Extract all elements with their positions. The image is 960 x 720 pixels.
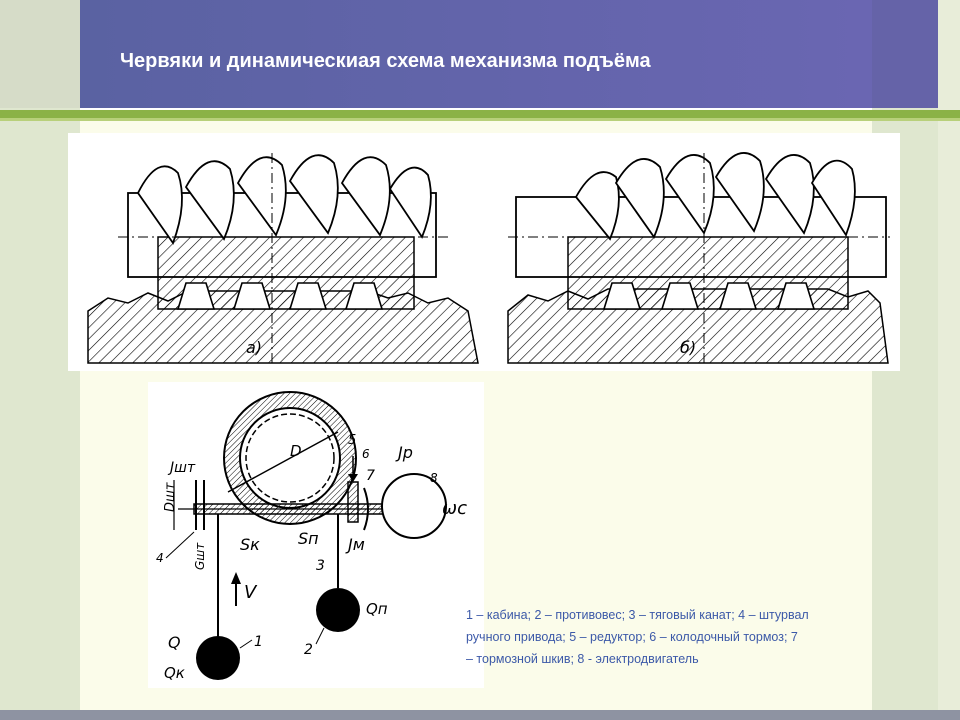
label-3: 3 [316,558,325,574]
label-Sk: Sк [240,535,260,554]
legend-line-1: 1 – кабина; 2 – противовес; 3 – тяговый канат; 4 – штурвал [466,608,809,622]
label-4: 4 [156,551,164,565]
label-V: V [244,582,257,603]
cabin-mass [196,636,240,680]
label-Gsht: Gшт [193,542,207,570]
label-6: 6 [362,447,370,461]
right-edge-stripe [938,0,960,720]
label-8: 8 [430,471,438,485]
label-Qk: Qк [164,664,185,682]
label-5: 5 [348,433,357,448]
label-Sp: Sп [298,529,319,548]
label-omega: ωс [442,498,467,519]
green-divider [0,110,960,118]
label-Dsht: Dшт [163,482,178,512]
footer-bar [0,710,960,720]
label-Q: Q [168,633,181,652]
label-Jm: Jм [348,535,365,554]
label-1: 1 [254,634,263,650]
legend-line-3: – тормозной шкив; 8 - электродвигатель [466,652,699,666]
lift-scheme-drawing [148,382,484,688]
page-title: Червяки и динамическиая схема механизма подъёма [120,50,651,72]
worm-label-a: а) [246,338,263,357]
worm-gears-drawing [68,133,900,371]
label-2: 2 [304,642,313,658]
header-corner-right [872,0,938,108]
label-D: D [290,442,302,460]
legend-line-2: ручного привода; 5 – редуктор; 6 – колодочный тормоз; 7 [466,630,798,644]
header-corner-left [0,0,80,108]
label-7: 7 [366,468,375,484]
label-Qp: Qп [366,600,388,618]
counterweight [316,588,360,632]
worm-gears-figure [68,133,900,371]
lift-scheme-figure [148,382,484,688]
label-Jsht: Jшт [170,460,196,476]
brake-shoe [348,482,358,522]
label-Jr: Jр [398,443,413,462]
worm-a [88,153,478,363]
worm-b [508,153,890,363]
legend [466,604,876,670]
worm-label-b: б) [680,338,697,357]
